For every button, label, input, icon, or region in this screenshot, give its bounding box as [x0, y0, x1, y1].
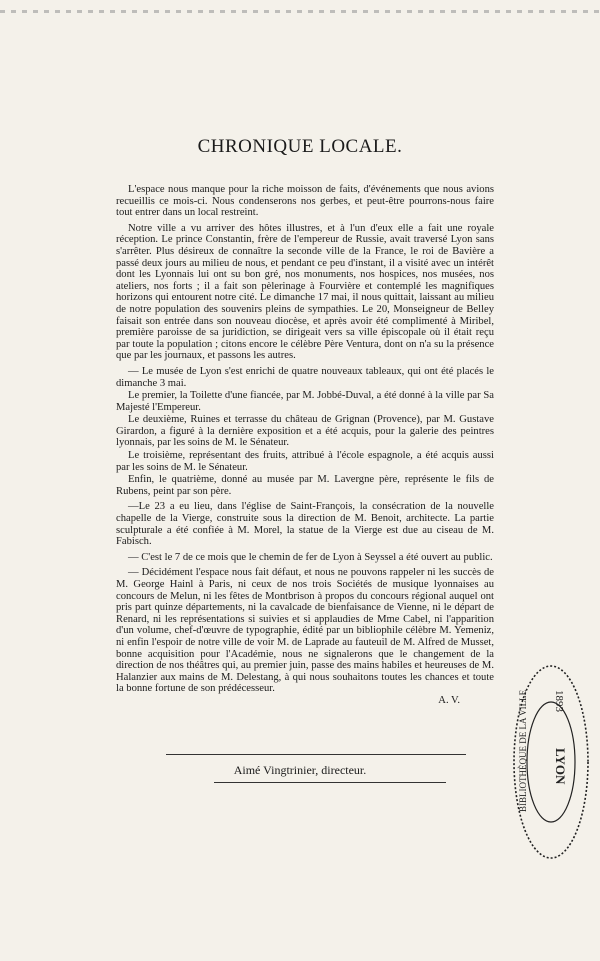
- library-stamp-icon: [512, 662, 590, 862]
- stamp-outer-text: BIBLIOTHÈQUE DE LA VILLE: [518, 689, 528, 812]
- paragraph: Le deuxième, Ruines et terrasse du château de Grignan (Provence), par M. Gustave Girardon, a figuré à la dernière exposition et a été acquis, pour la galerie des peintres lyonnais, par les soins de M. le Sénateur.: [116, 414, 494, 449]
- paragraph: — Le musée de Lyon s'est enrichi de quatre nouveaux tableaux, qui ont été placés le dimanche 3 mai.: [116, 365, 494, 389]
- paragraph: —Le 23 a eu lieu, dans l'église de Saint-François, la consécration de la nouvelle chapelle de la Vierge, construite sous la direction de M. Benoit, architecte. La partie sculpturale a été confiée à M. Morel, la statue de la Vierge est due au ciseau de M. Fabisch.: [116, 501, 494, 548]
- paragraph: — C'est le 7 de ce mois que le chemin de fer de Lyon à Seyssel a été ouvert au public.: [128, 551, 493, 563]
- top-print-artifact: [0, 10, 600, 13]
- paragraph: Le troisième, représentant des fruits, attribué à l'école espagnole, a été acquis aussi par les soins de M. le Sénateur.: [116, 450, 494, 473]
- article-body: [116, 184, 494, 707]
- paragraph: L'espace nous manque pour la riche moisson de faits, d'événements que nous avions recueillis ce mois-ci. Nous condenserons nos gerbes, et peut-être pourrons-nous faire tout entrer dans un local restreint.: [116, 184, 494, 219]
- library-stamp: [512, 662, 590, 862]
- page-title: CHRONIQUE LOCALE.: [197, 136, 403, 157]
- signature-rule-top: [166, 754, 466, 755]
- author-initials: A. V.: [438, 694, 460, 706]
- paragraph: — Décidément l'espace nous fait défaut, et nous ne pouvons rappeler ni les succès de M. George Hainl à Paris, ni ceux de nos trois Sociétés de musique lyonnaises au concours de Melun, ni les fêtes de Montbrison à propos du concours régional auquel ont pris part quinze départements, ni la cavalcade de bienfaisance de Vienne, ni le départ de Renard, ni les représentations si suivies et si applaudies de Mme Cabel, ni l'apparition d'un volume, chef-d'œuvre de typographie, édité par un bibliophile célèbre M. Yemeniz, ni enfin l'espoir de notre ville de voir M. de Laprade au fauteuil de M. Alfred de Musset, bonne acquisition pour l'Académie, nous ne signalerons que le changement de la direction de nos théâtres qui, au premier juin, passe des mains habiles et heureuses de M. Halanzier aux mains de M. Delestang, à qui nous souhaitons toutes les chances et toute la bonne fortune de son prédécesseur.: [116, 567, 494, 695]
- paragraph: Enfin, le quatrième, donné au musée par M. Lavergne père, représente le fils de Rubens, peint par son père.: [116, 474, 494, 497]
- paragraph: Notre ville a vu arriver des hôtes illustres, et à l'un d'eux elle a fait une royale réception. Le prince Constantin, frère de l'empereur de Russie, avait traversé Lyon sans s'arrêter. Plus désireux de connaître la seconde ville de la France, le roi de Bavière a passé deux jours au milieu de nous, et pendant ce peu d'instant, il a visité avec un intérêt dont les Lyonnais lui ont su bon gré, nos monuments, nos hospices, nos musées, nos ateliers, nos forts ; il a fait son pèlerinage à Fourvière et contemplé les magnifiques horizons qui entourent notre cité. Le dimanche 17 mai, il nous quittait, laissant au milieu de notre population des souvenirs pleins de sympathies. Le 20, Monseigneur de Belley faisait son entrée dans son nouveau diocèse, et après avoir été complimenté à Miribel, première paroisse de sa juridiction, se dirigeait vers sa ville épiscopale où il était reçu par toute la population ; citons encore le célèbre Père Ventura, dont on n'a su la présence que par les journaux, et passons les autres.: [116, 222, 494, 362]
- stamp-city: LYON: [553, 748, 568, 785]
- paragraph: Le premier, la Toilette d'une fiancée, par M. Jobbé-Duval, a été donné à la ville par Sa Majesté l'Empereur.: [116, 390, 494, 413]
- stamp-year: 1893: [553, 690, 565, 712]
- signature: Aimé Vingtrinier, directeur.: [233, 763, 367, 777]
- signature-rule-bottom: [214, 782, 446, 783]
